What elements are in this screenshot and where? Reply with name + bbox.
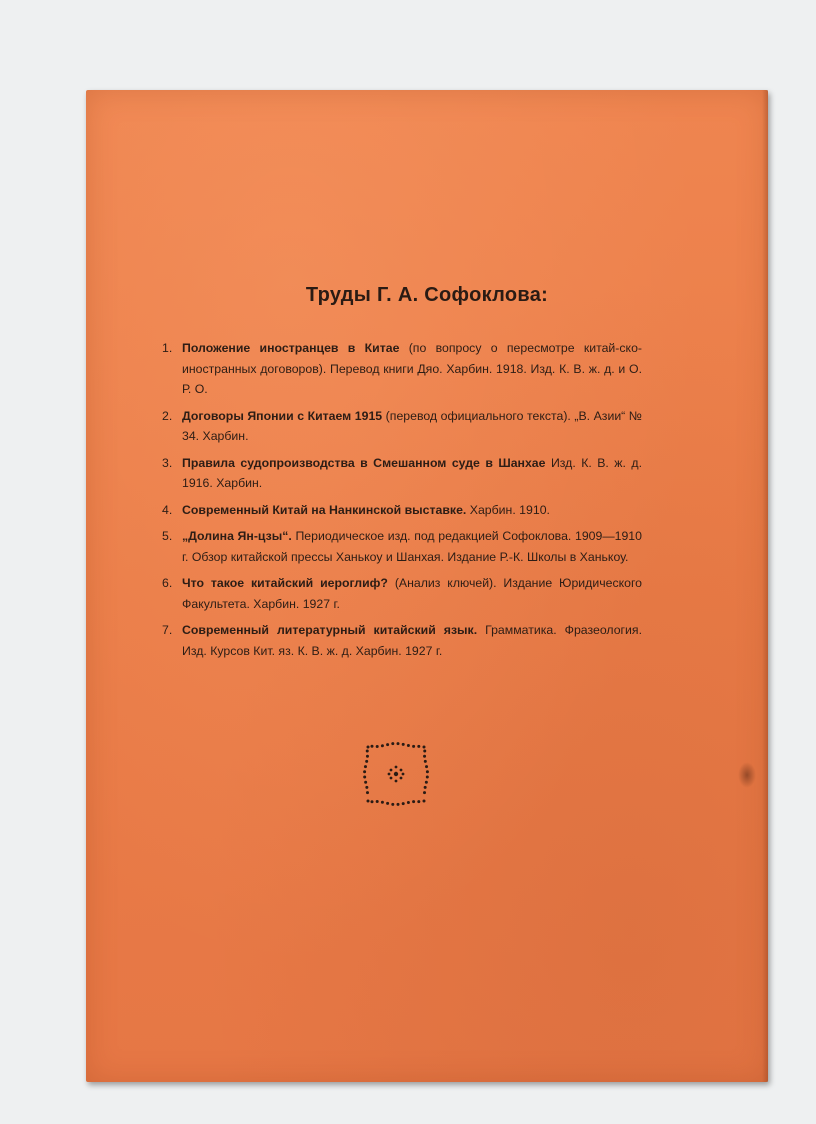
ornament-dot <box>381 801 384 804</box>
item-number: 4. <box>162 502 173 517</box>
ornament-dot <box>376 745 379 748</box>
works-list <box>162 338 642 667</box>
ornament-dot <box>366 791 369 794</box>
ornament-dot <box>423 750 426 753</box>
list-item <box>162 338 642 400</box>
ornament-dot <box>366 750 369 753</box>
ornament-dot <box>412 800 415 803</box>
cover-stain <box>738 762 756 788</box>
ornament-dot <box>402 743 405 746</box>
ornament-dot <box>395 780 398 783</box>
list-item <box>162 620 642 661</box>
ornament-dot <box>400 777 403 780</box>
ornament-dot <box>400 769 403 772</box>
ornament-dot <box>424 760 427 763</box>
ornament-dot <box>424 786 427 789</box>
ornament-dot <box>402 802 405 805</box>
ornament-dot <box>395 766 398 769</box>
cover-edge-shadow <box>762 90 768 1082</box>
item-number: 1. <box>162 341 173 355</box>
ornament-dot <box>364 765 367 768</box>
page-title: Труды Г. А. Софоклова: <box>305 284 549 306</box>
list-item <box>162 526 642 567</box>
list-item <box>162 573 642 614</box>
ornament-dot <box>423 791 426 794</box>
ornament-dot <box>364 781 367 784</box>
ornament-dot <box>390 769 393 772</box>
item-details: (Анализ ключей). Издание Юридического Факультета. Харбин. 1927 г. <box>182 576 643 611</box>
item-title: Договоры Японии с Китаем 1915 <box>182 408 383 423</box>
item-number: 3. <box>162 455 173 470</box>
list-item <box>162 406 642 447</box>
item-title: Современный Китай на Нанкинской выставке. <box>182 502 467 517</box>
item-title: Современный литературный китайский язык. <box>182 623 478 637</box>
ornament-dot <box>425 781 428 784</box>
ornament-dot <box>371 745 374 748</box>
dotted-square-ornament-icon <box>360 740 432 808</box>
ornament-dot <box>402 773 405 776</box>
ornament-dot <box>426 770 429 773</box>
ornament-dot <box>417 745 420 748</box>
ornament-dot <box>365 786 368 789</box>
list-item <box>162 500 642 521</box>
ornament-dot <box>423 746 426 749</box>
ornament-dot <box>390 777 393 780</box>
list-item <box>162 453 642 494</box>
ornament-dot <box>363 776 366 779</box>
ornament-dot <box>386 743 389 746</box>
ornament-dot <box>381 744 384 747</box>
item-details: (по вопросу о пересмотре китай-ско-иностранных договоров). Перевод книги Дяо. Харбин. 1918. Изд. К. В. ж. д. и О. Р. О. <box>182 341 643 396</box>
ornament-dot <box>365 760 368 763</box>
ornament-dot <box>391 742 394 745</box>
item-title: Правила судопроизводства в Смешанном суде в Шанхае <box>182 455 546 470</box>
item-title: Положение иностранцев в Китае <box>182 341 400 355</box>
ornament-dot <box>371 800 374 803</box>
item-number: 5. <box>162 529 173 543</box>
item-title: Что такое китайский иероглиф? <box>182 576 388 590</box>
ornament-dot <box>363 770 366 773</box>
ornament-dot <box>367 800 370 803</box>
ornament-dot <box>366 755 369 758</box>
ornament-dot <box>397 742 400 745</box>
ornament-dot <box>376 800 379 803</box>
item-number: 6. <box>162 576 173 590</box>
item-details: Харбин. 1910. <box>466 502 550 517</box>
ornament-dot <box>423 755 426 758</box>
item-details: (перевод официального текста). „В. Азии“ № 34. Харбин. <box>182 408 643 443</box>
item-details: Грамматика. Фразеология. Изд. Курсов Кит. яз. К. В. ж. д. Харбин. 1927 г. <box>182 623 642 658</box>
item-details: Периодическое изд. под редакцией Софоклова. 1909—1910 г. Обзор китайской прессы Ханькоу и Шанхая. Издание Р.-К. Школы в Ханькоу. <box>182 529 642 564</box>
item-details: Изд. К. В. ж. д. 1916. Харбин. <box>182 455 642 490</box>
ornament-dot <box>423 800 426 803</box>
ornament-dot <box>412 745 415 748</box>
book-back-cover <box>86 90 768 1082</box>
item-title: „Долина Ян-цзы“. <box>182 529 292 543</box>
ornament-dot <box>425 765 428 768</box>
ornament-dot <box>394 772 398 776</box>
ornament-dot <box>417 800 420 803</box>
ornament-dot <box>407 801 410 804</box>
ornament-dot <box>386 802 389 805</box>
ornament-dot <box>397 803 400 806</box>
item-number: 2. <box>162 408 173 423</box>
ornament-dot <box>391 803 394 806</box>
item-number: 7. <box>162 623 173 637</box>
ornament-dot <box>367 746 370 749</box>
ornament-dot <box>388 773 391 776</box>
ornament-dot <box>407 744 410 747</box>
ornament-dot <box>426 776 429 779</box>
